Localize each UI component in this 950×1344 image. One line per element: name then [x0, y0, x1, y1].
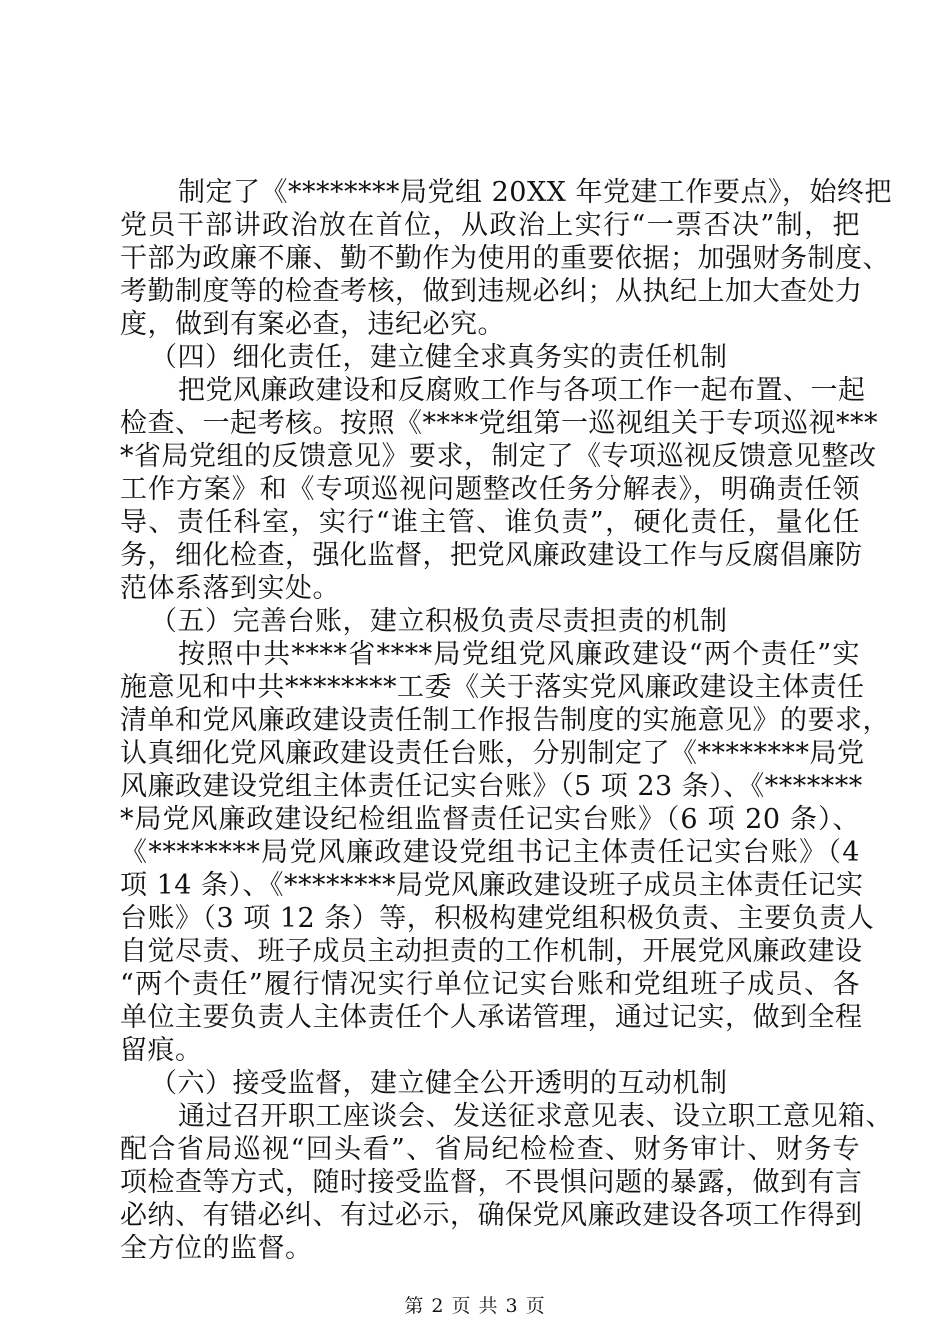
paragraph-line: 配合省局巡视“回头看”、省局纪检检查、财务审计、财务专: [120, 1134, 860, 1165]
paragraph-line: 清单和党风廉政建设责任制工作报告制度的实施意见》的要求，: [120, 705, 890, 736]
paragraph-line: 把党风廉政建设和反腐败工作与各项工作一起布置、一起: [178, 375, 866, 406]
section-heading-6: （六）接受监督，建立健全公开透明的互动机制: [150, 1068, 728, 1099]
paragraph-line: 台账》（3 项 12 条）等，积极构建党组积极负责、主要负责人: [120, 903, 875, 934]
paragraph-line: 工作方案》和《专项巡视问题整改任务分解表》，明确责任领: [120, 474, 860, 505]
paragraph-line: 施意见和中共********工委《关于落实党风廉政建设主体责任: [120, 672, 865, 703]
paragraph-line: 必纳、有错必纠、有过必示，确保党风廉政建设各项工作得到: [120, 1200, 863, 1231]
paragraph-line: 通过召开职工座谈会、发送征求意见表、设立职工意见箱、: [178, 1101, 893, 1132]
paragraph-line: 党员干部讲政治放在首位，从政治上实行“一票否决”制，把: [120, 210, 860, 241]
paragraph-line: 全方位的监督。: [120, 1233, 313, 1264]
paragraph-line: 单位主要负责人主体责任个人承诺管理，通过记实，做到全程: [120, 1002, 863, 1033]
paragraph-line: 自觉尽责、班子成员主动担责的工作机制，开展党风廉政建设: [120, 936, 863, 967]
paragraph-line: 项检查等方式，随时接受监督，不畏惧问题的暴露，做到有言: [120, 1167, 863, 1198]
paragraph-line: “两个责任”履行情况实行单位记实台账和党组班子成员、各: [120, 969, 860, 1000]
paragraph-line: 留痕。: [120, 1035, 203, 1066]
paragraph-line: 按照中共****省****局党组党风廉政建设“两个责任”实: [178, 639, 860, 670]
paragraph-line: 务，细化检查，强化监督，把党风廉政建设工作与反腐倡廉防: [120, 540, 863, 571]
section-heading-4: （四）细化责任，建立健全求真务实的责任机制: [150, 342, 728, 373]
paragraph-line: 检查、一起考核。按照《****党组第一巡视组关于专项巡视***: [120, 408, 878, 439]
paragraph-line: 项 14 条）、《********局党风廉政建设班子成员主体责任记实: [120, 870, 864, 901]
paragraph-line: 导、责任科室，实行“谁主管、谁负责”，硬化责任，量化任: [120, 507, 860, 538]
paragraph-line: 考勤制度等的检查考核，做到违规必纠；从执纪上加大查处力: [120, 276, 863, 307]
paragraph-line: 制定了《********局党组 20XX 年党建工作要点》，始终把: [178, 177, 892, 208]
section-heading-5: （五）完善台账，建立积极负责尽责担责的机制: [150, 606, 728, 637]
paragraph-line: *省局党组的反馈意见》要求，制定了《专项巡视反馈意见整改: [120, 441, 877, 472]
paragraph-line: 《********局党风廉政建设党组书记主体责任记实台账》（4: [120, 837, 860, 868]
paragraph-line: 干部为政廉不廉、勤不勤作为使用的重要依据；加强财务制度、: [120, 243, 890, 274]
paragraph-line: 认真细化党风廉政建设责任台账，分别制定了《********局党: [120, 738, 865, 769]
paragraph-line: 风廉政建设党组主体责任记实台账》（5 项 23 条）、《*******: [120, 771, 863, 802]
paragraph-line: 度，做到有案必查，违纪必究。: [120, 309, 505, 340]
paragraph-line: *局党风廉政建设纪检组监督责任记实台账》（6 项 20 条）、: [120, 804, 860, 835]
page-number-footer: 第 2 页 共 3 页: [404, 1295, 546, 1317]
paragraph-line: 范体系落到实处。: [120, 573, 340, 604]
